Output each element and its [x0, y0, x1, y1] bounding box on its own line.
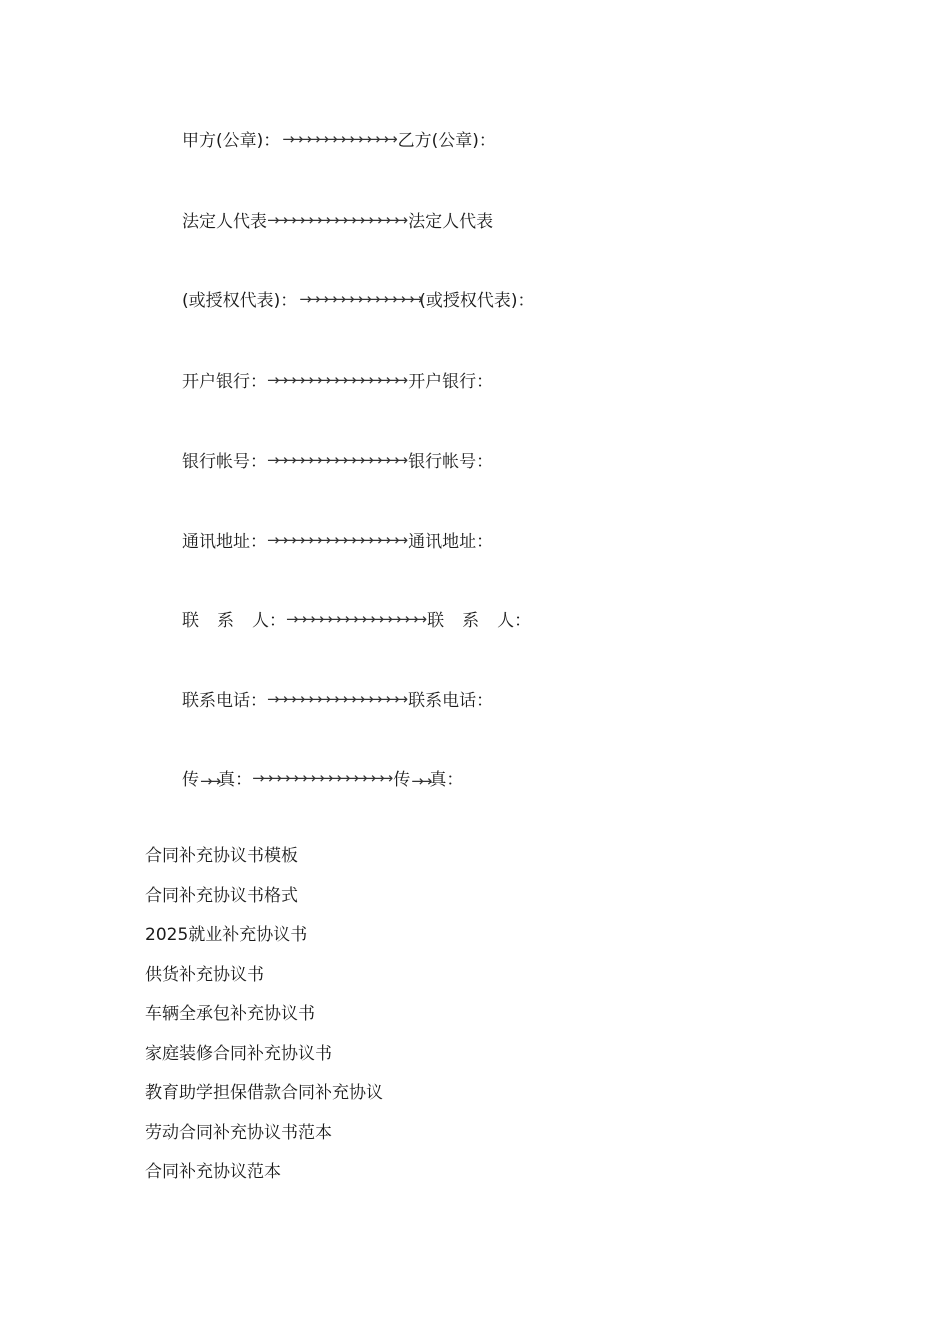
related-links [145, 843, 383, 1199]
contact-b-char-1: 联 [427, 610, 445, 631]
fax-a-char-2: 真： [218, 769, 253, 790]
legal-rep-a-label: 法定人代表 [182, 211, 267, 232]
related-link[interactable]: 车辆全承包补充协议书 [145, 1004, 315, 1024]
contact-a-label [182, 606, 286, 631]
tab-leader-arrows: →→ [411, 771, 429, 790]
bank-row [182, 367, 493, 391]
contact-row [182, 606, 531, 630]
authorized-rep-row [182, 286, 535, 310]
fax-row [182, 765, 463, 789]
contact-a-char-2: 系 [217, 610, 234, 631]
contact-b-char-3: 人： [497, 610, 532, 631]
legal-rep-b-label: 法定人代表 [408, 211, 494, 232]
tab-leader-arrows: →→→→→→→→→→→→→→→→ [267, 531, 405, 549]
legal-rep-row [182, 207, 493, 231]
authorized-b-label: (或授权代表)： [419, 290, 535, 311]
contact-a-char-3: 人： [252, 610, 286, 631]
related-link[interactable]: 合同补充协议书模板 [145, 846, 298, 866]
tab-leader-arrows: →→→→→→→→→→→→→ [282, 130, 394, 148]
tab-leader-arrows: →→→→→→→→→→→→→→ [299, 290, 420, 308]
fax-b-char-1: 传 [393, 769, 411, 790]
phone-a-label: 联系电话： [182, 690, 267, 711]
fax-a-label [182, 765, 252, 790]
contact-b-label [427, 606, 531, 631]
related-link[interactable]: 供货补充协议书 [145, 964, 264, 985]
contact-a-char-1: 联 [182, 610, 199, 631]
bank-b-label: 开户银行： [408, 371, 494, 392]
related-link[interactable]: 合同补充协议范本 [145, 1162, 281, 1182]
fax-a-char-1: 传 [182, 769, 199, 790]
account-a-label: 银行帐号： [182, 451, 267, 472]
tab-leader-arrows: →→→→→→→→→→→→→→→→ [286, 610, 424, 628]
bank-a-label: 开户银行： [182, 371, 267, 392]
fax-b-label [393, 765, 463, 790]
fax-b-char-2: 真： [429, 769, 464, 790]
address-row [182, 527, 493, 551]
tab-leader-arrows: →→→→→→→→→→→→→→→→ [267, 451, 405, 469]
tab-leader-arrows: →→→→→→→→→→→→→→→→ [252, 769, 390, 787]
related-link[interactable]: 家庭装修合同补充协议书 [145, 1043, 332, 1064]
related-link[interactable]: 合同补充协议书格式 [145, 885, 298, 906]
tab-leader-arrows: →→→→→→→→→→→→→→→→ [267, 690, 405, 708]
contact-b-char-2: 系 [462, 610, 480, 631]
party-a-seal-label: 甲方(公章)： [182, 130, 281, 151]
related-link[interactable]: 教育助学担保借款合同补充协议 [145, 1083, 383, 1103]
account-b-label: 银行帐号： [408, 451, 494, 472]
related-link[interactable]: 2025就业补充协议书 [145, 925, 308, 945]
address-b-label: 通讯地址： [408, 531, 494, 552]
account-row [182, 447, 493, 471]
related-link[interactable]: 劳动合同补充协议书范本 [145, 1122, 332, 1143]
tab-leader-arrows: →→→→→→→→→→→→→→→→ [267, 211, 405, 229]
authorized-a-label: (或授权代表)： [182, 290, 298, 311]
tab-leader-arrows: →→ [200, 771, 218, 790]
party-b-seal-label: 乙方(公章)： [397, 130, 496, 151]
tab-leader-arrows: →→→→→→→→→→→→→→→→ [267, 371, 405, 389]
phone-b-label: 联系电话： [408, 690, 494, 711]
phone-row [182, 686, 493, 710]
address-a-label: 通讯地址： [182, 531, 267, 552]
seal-row [182, 126, 496, 150]
